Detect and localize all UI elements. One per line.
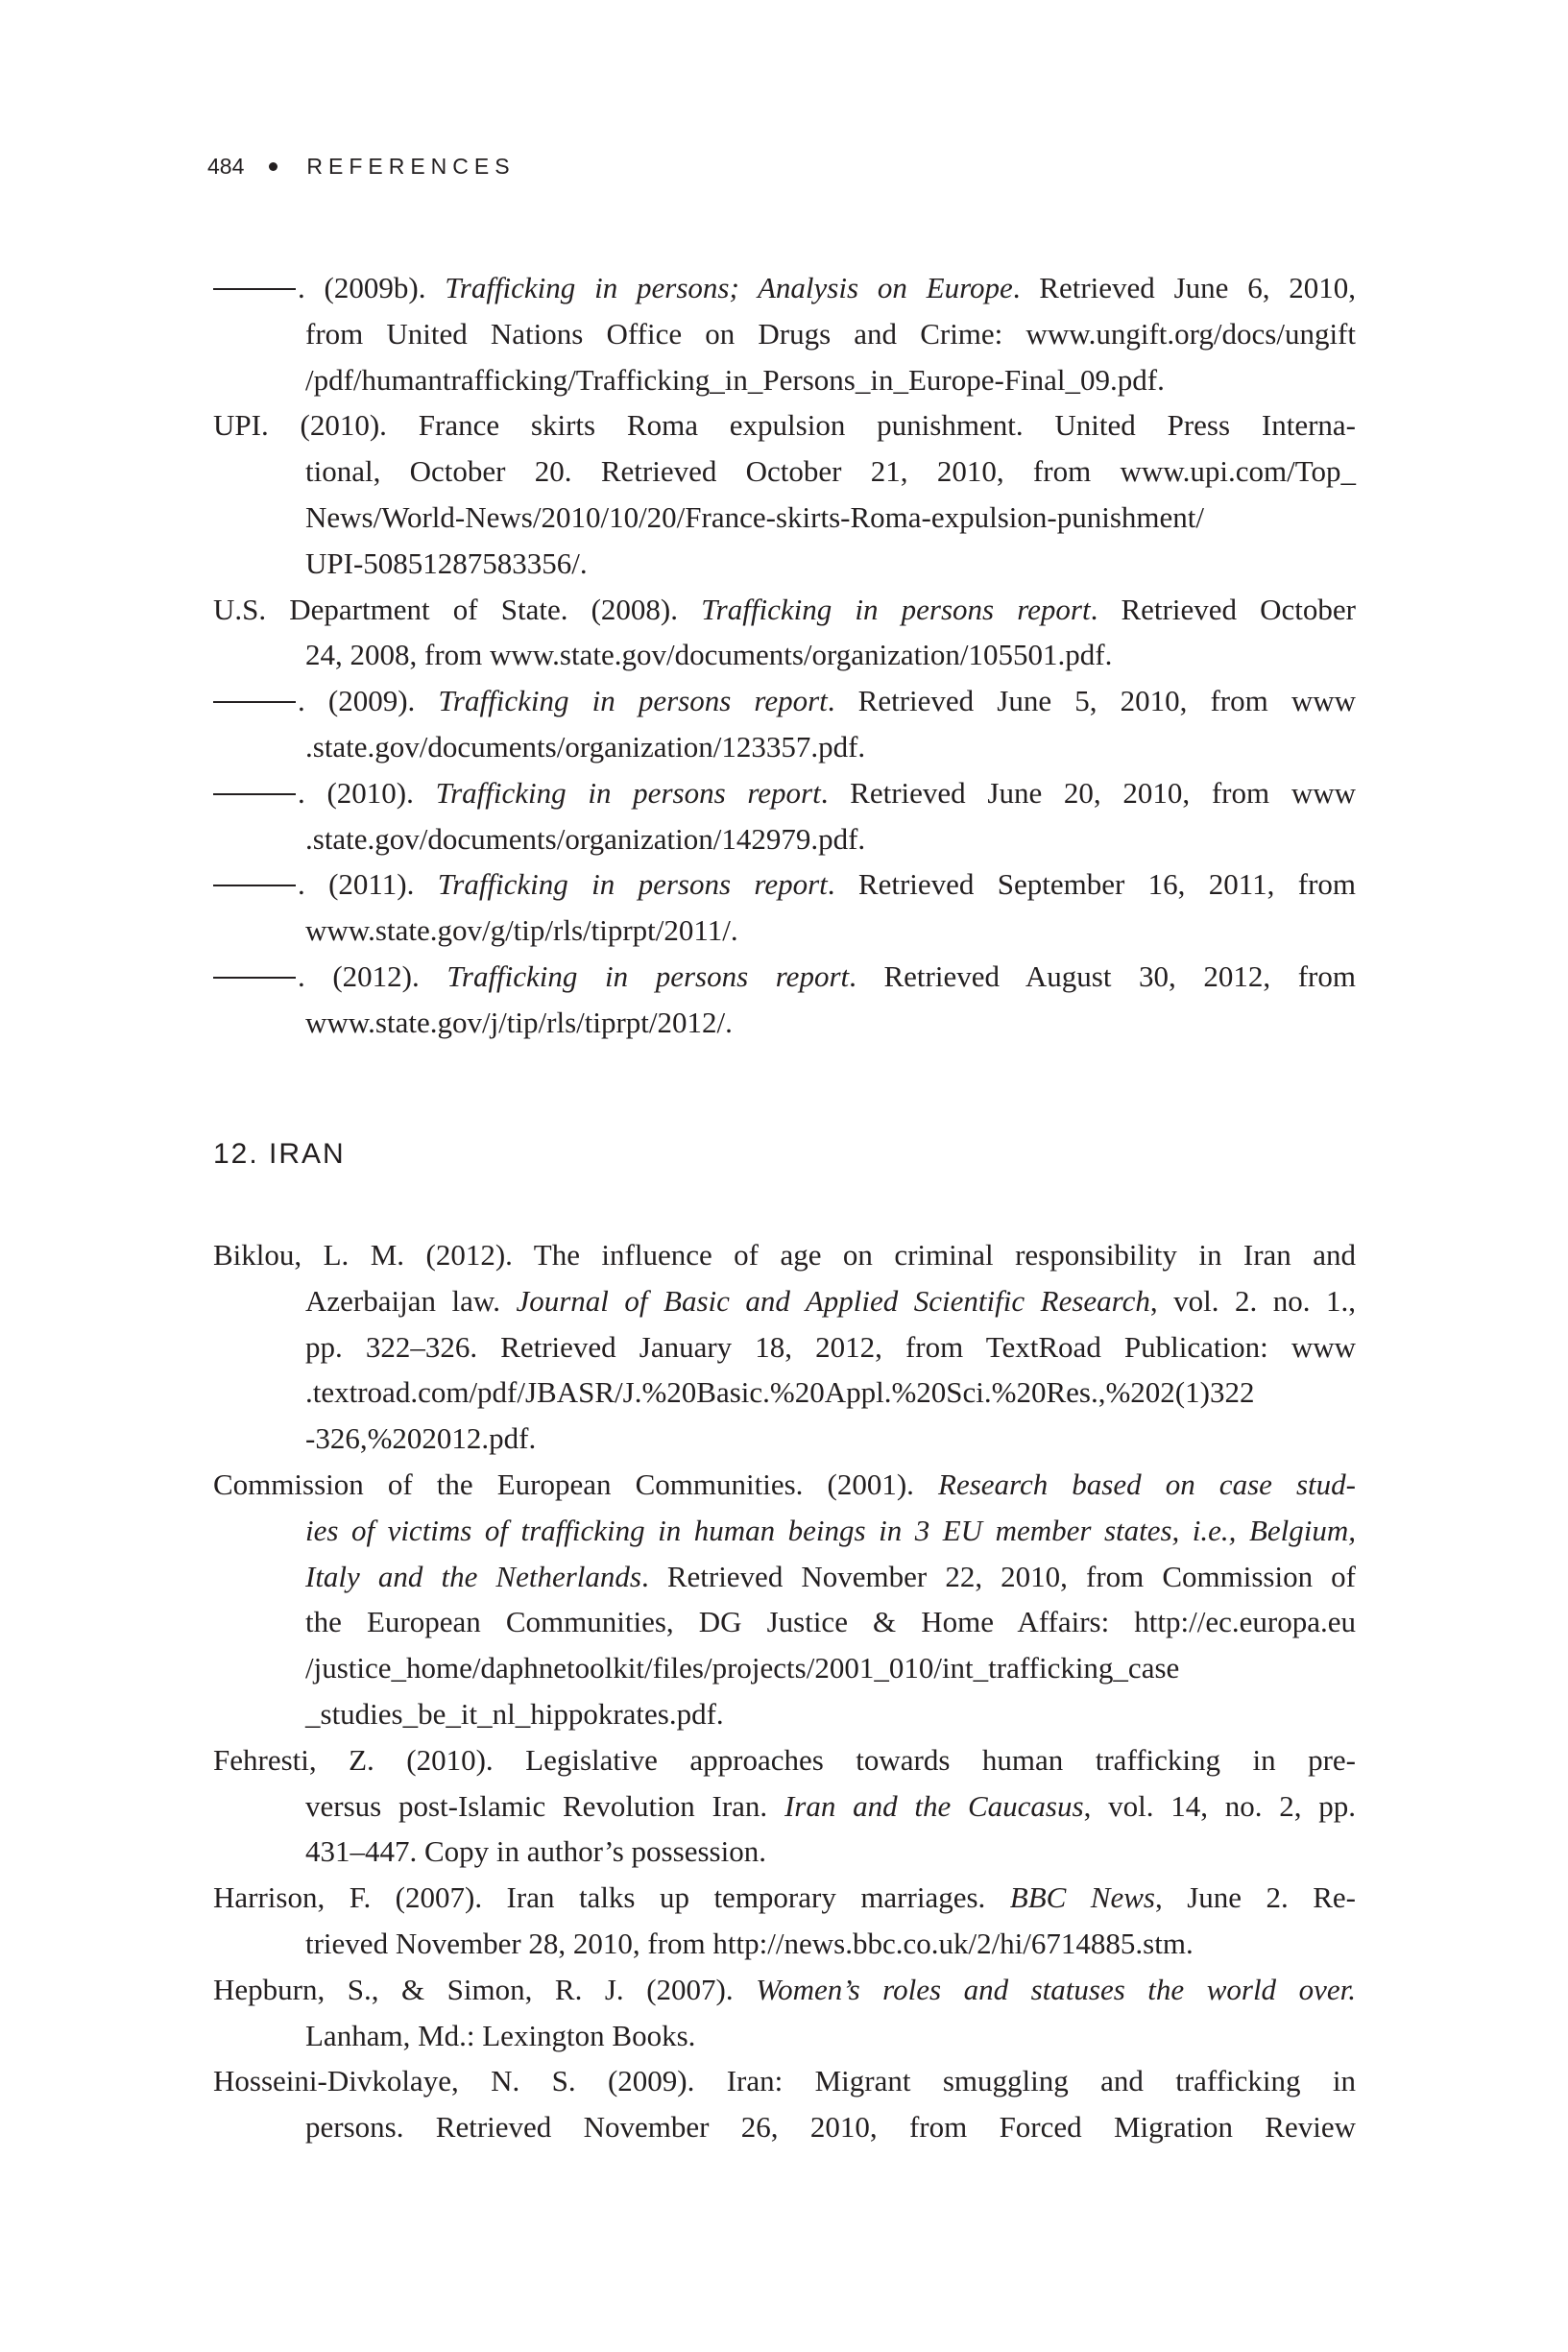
reference-text: Hosseini-Divkolaye, N. S. (2009). Iran: Migrant smuggling and trafficking in [213, 2064, 1356, 2098]
reference-text: , June 2. Re- [1154, 1880, 1357, 1915]
reference-text: from United Nations Office on Drugs and Crime: www.ungift.org/docs/ungift [305, 316, 1356, 351]
reference-line [259, 816, 1356, 862]
reference-text: . Retrieved June 6, 2010, [1012, 271, 1356, 304]
reference-text: . Retrieved June 20, 2010, from www [820, 775, 1356, 810]
italic-title: BBC News [1009, 1880, 1155, 1915]
reference-line [213, 1462, 1356, 1508]
reference-text: versus post-Islamic Revolution Iran. [305, 1788, 784, 1823]
reference-text: . (2009). [298, 684, 439, 718]
reference-entry [213, 1462, 1356, 1737]
reference-text: . Retrieved November 22, 2010, from Commission of [640, 1559, 1356, 1593]
italic-title: Trafficking in persons report [446, 958, 850, 993]
reference-text: , vol. 14, no. 2, pp. [1083, 1788, 1356, 1823]
reference-line [259, 1691, 1356, 1737]
reference-text: trieved November 28, 2010, from http://news.bbc.co.uk/2/hi/6714885.stm. [305, 1926, 1194, 1960]
bullet-separator-icon [269, 162, 277, 171]
reference-text: Harrison, F. (2007). Iran talks up temporary marriages. [213, 1880, 1010, 1915]
reference-line [259, 2013, 1356, 2059]
reference-text: Biklou, L. M. (2012). The influence of age on criminal responsibility in Iran and [213, 1238, 1356, 1272]
reference-entry [213, 1737, 1356, 1875]
reference-line [259, 908, 1356, 954]
reference-line [213, 265, 1356, 311]
reference-line [213, 954, 1356, 1000]
reference-text: . (2010). [298, 775, 436, 810]
reference-line [259, 311, 1356, 357]
reference-text: . (2009b). [298, 271, 446, 304]
reference-entry [213, 1967, 1356, 2059]
italic-title: Trafficking in persons; Analysis on Europe [445, 271, 1013, 304]
reference-line [213, 587, 1356, 633]
reference-entry [213, 861, 1356, 954]
reference-text: tional, October 20. Retrieved October 21, 2010, from www.upi.com/Top_ [305, 454, 1356, 489]
reference-line [259, 495, 1356, 541]
reference-line [259, 724, 1356, 770]
reference-line [259, 1508, 1356, 1554]
reference-line [259, 2104, 1356, 2150]
reference-text: .state.gov/documents/organization/123357.pdf. [305, 729, 866, 764]
reference-text: persons. Retrieved November 26, 2010, from Forced Migration Review [305, 2110, 1356, 2145]
reference-text: . Retrieved August 30, 2012, from [849, 958, 1356, 993]
reference-line [259, 449, 1356, 495]
italic-title: Journal of Basic and Applied Scientific Research [516, 1283, 1150, 1318]
reference-line [213, 770, 1356, 816]
reference-text: the European Communities, DG Justice & Home Affairs: http://ec.europa.eu [305, 1605, 1356, 1639]
reference-line [259, 1554, 1356, 1600]
reference-text: Fehresti, Z. (2010). Legislative approaches towards human trafficking in pre- [213, 1742, 1356, 1777]
reference-line [259, 1829, 1356, 1875]
reference-text: News/World-News/2010/10/20/France-skirts-Roma-expulsion-punishment/ [305, 499, 1204, 534]
reference-line [259, 357, 1356, 403]
reference-text: _studies_be_it_nl_hippokrates.pdf. [305, 1696, 724, 1731]
reference-text: .state.gov/documents/organization/142979.pdf. [305, 821, 866, 856]
reference-line [259, 1000, 1356, 1046]
reference-line [213, 861, 1356, 908]
reference-line [213, 1967, 1356, 2013]
reference-line [259, 1278, 1356, 1324]
reference-line [213, 402, 1356, 449]
reference-text: 24, 2008, from www.state.gov/documents/organization/105501.pdf. [305, 638, 1113, 672]
reference-line [259, 1783, 1356, 1830]
reference-text: /justice_home/daphnetoolkit/files/projects/2001_010/int_trafficking_case [305, 1651, 1180, 1685]
repeated-author-dash [213, 885, 296, 886]
reference-text: -326,%202012.pdf. [305, 1421, 537, 1456]
running-head-title: REFERENCES [306, 154, 516, 179]
reference-line [259, 1416, 1356, 1462]
reference-line [213, 1737, 1356, 1783]
reference-entry [213, 770, 1356, 862]
reference-line [259, 1921, 1356, 1967]
reference-entry [213, 1875, 1356, 1967]
page-number: 484 [207, 154, 245, 179]
reference-text: . (2011). [298, 867, 438, 902]
reference-entry [213, 265, 1356, 402]
reference-line [213, 2058, 1356, 2104]
italic-title: ies of victims of trafficking in human beings in 3 EU member states, i.e., Belgium, [305, 1513, 1356, 1547]
reference-list-top [213, 265, 1356, 1046]
reference-entry [213, 678, 1356, 770]
italic-title: Women’s roles and statuses the world over. [756, 1972, 1356, 2006]
reference-text: . Retrieved June 5, 2010, from www [827, 684, 1357, 718]
italic-title: Trafficking in persons report [435, 775, 821, 810]
reference-text: pp. 322–326. Retrieved January 18, 2012, from TextRoad Publication: www [305, 1329, 1356, 1364]
reference-text: . (2012). [298, 958, 447, 993]
reference-text: Azerbaijan law. [305, 1283, 517, 1318]
reference-list-iran [213, 1232, 1356, 2150]
reference-line [213, 1232, 1356, 1278]
reference-text: www.state.gov/j/tip/rls/tiprpt/2012/. [305, 1005, 733, 1039]
reference-line [213, 1875, 1356, 1921]
reference-text: /pdf/humantrafficking/Trafficking_in_Persons_in_Europe-Final_09.pdf. [305, 362, 1165, 397]
italic-title: Trafficking in persons report [438, 684, 828, 718]
repeated-author-dash [213, 288, 296, 290]
reference-line [259, 632, 1356, 678]
reference-line [259, 1324, 1356, 1370]
reference-line [259, 1599, 1356, 1645]
italic-title: Research based on case stud- [938, 1467, 1356, 1501]
reference-entry [213, 954, 1356, 1046]
reference-entry [213, 2058, 1356, 2150]
italic-title: Trafficking in persons report [701, 592, 1091, 626]
reference-line [259, 1645, 1356, 1691]
reference-text: Lanham, Md.: Lexington Books. [305, 2018, 696, 2052]
section-heading-iran: 12. IRAN [213, 1138, 346, 1170]
repeated-author-dash [213, 701, 296, 703]
italic-title: Trafficking in persons report [437, 867, 828, 902]
reference-line [259, 541, 1356, 587]
reference-text: .textroad.com/pdf/JBASR/J.%20Basic.%20Appl.%20Sci.%20Res.,%202(1)322 [305, 1375, 1255, 1410]
reference-text: . Retrieved October [1090, 592, 1356, 626]
reference-line [259, 1370, 1356, 1416]
reference-text: UPI-50851287583356/. [305, 546, 588, 580]
reference-text: Hepburn, S., & Simon, R. J. (2007). [213, 1972, 757, 2006]
reference-text: UPI. (2010). France skirts Roma expulsion punishment. United Press Interna- [213, 408, 1356, 443]
reference-text: Commission of the European Communities. (2001). [213, 1467, 939, 1501]
repeated-author-dash [213, 977, 296, 979]
reference-entry [213, 587, 1356, 679]
italic-title: Iran and the Caucasus [784, 1788, 1084, 1823]
repeated-author-dash [213, 793, 296, 795]
reference-text: U.S. Department of State. (2008). [213, 592, 702, 626]
reference-text: , vol. 2. no. 1., [1149, 1283, 1356, 1318]
reference-text: . Retrieved September 16, 2011, from [827, 867, 1357, 902]
reference-line [213, 678, 1356, 724]
italic-title: Italy and the Netherlands [305, 1559, 641, 1593]
reference-text: www.state.gov/g/tip/rls/tiprpt/2011/. [305, 913, 738, 948]
reference-text: 431–447. Copy in author’s possession. [305, 1834, 766, 1869]
running-head [207, 154, 516, 180]
reference-entry [213, 402, 1356, 586]
reference-entry [213, 1232, 1356, 1462]
